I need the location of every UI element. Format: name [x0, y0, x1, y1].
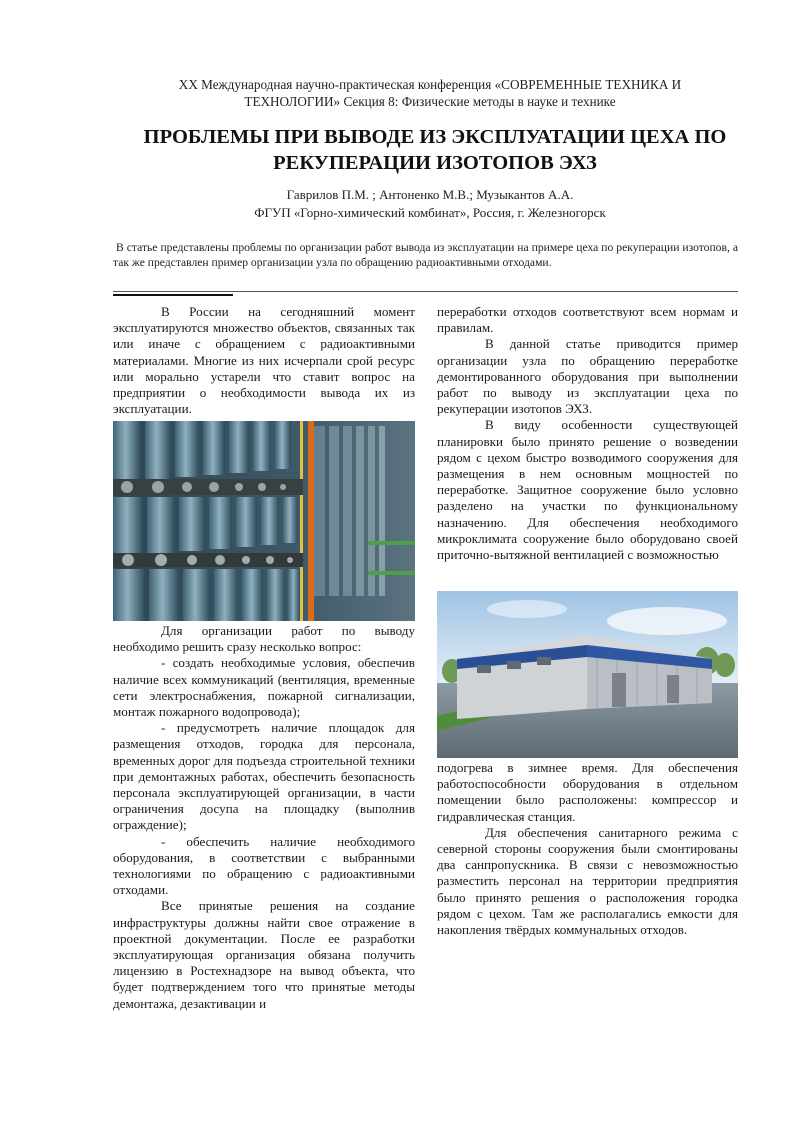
list-item: - создать необходимые условия, обеспечив наличие всех коммуникаций (вентиляция, временные сети электроснабжения, пожарной сигнализации, монтаж пожарного водопровода);: [113, 655, 415, 720]
left-column-text-bottom: [113, 623, 415, 1012]
paper-title-line-1: ПРОБЛЕМЫ ПРИ ВЫВОДЕ ИЗ ЭКСПЛУАТАЦИИ ЦЕХА ПО: [143, 126, 727, 148]
paper-title-line-2: РЕКУПЕРАЦИИ ИЗОТОПОВ ЭХЗ: [273, 152, 597, 174]
list-item: - обеспечить наличие необходимого оборудования, в соответствии с выбранными технологиями по обращению с радиоактивными отходами.: [113, 833, 415, 898]
left-column-text-top: [113, 304, 415, 420]
paragraph: Для организации работ по выводу необходимо решить сразу несколько вопрос:: [113, 623, 415, 655]
paragraph: В данной статье приводится пример организации узла по обращению переработке демонтированного оборудования при выполнении работ по выводу из эксплуатации цеха по рекуперации изотопов ЭХЗ.: [437, 336, 738, 417]
separator-rule-accent: [113, 294, 233, 296]
right-column-text-bottom: [437, 760, 738, 938]
authors: Гаврилов П.М. ; Антоненко М.В.; Музыкантов А.А.: [286, 187, 574, 202]
paragraph: подогрева в зимнее время. Для обеспечения работоспособности оборудования в отдельном помещении было расположены: компрессор и гидравлическая станция.: [437, 760, 738, 824]
paragraph: В России на сегодняшний момент эксплуатируются множество объектов, связанных так или иначе с обращением с радиоактивными материалами. Многие из них исчерпали срой ресурс или морально устарели что ставит вопрос на предприятии о необходимости вывода их из эксплуатации.: [113, 304, 415, 417]
conference-header-line-2: ТЕХНОЛОГИИ» Секция 8: Физические методы в науке и технике: [244, 94, 616, 109]
conference-header-line-1: XX Международная научно-практическая конференция «СОВРЕМЕННЫЕ ТЕХНИКА И: [178, 77, 682, 92]
paragraph: Все принятые решения на создание инфраструктуры должны найти свое отражение в проектной документации. После ее разработки эксплуатирующая организация обязана получить лицензию в Ростехнадзоре на вывод объекта, что будет подтверждением того что принятые методы демонтажа, дезактивации и: [113, 898, 415, 1011]
list-item: - предусмотреть наличие площадок для размещения отходов, городка для персонала, временных дорог для подъезда строительной техники при демонтажных работах, обеспечить безопасность персонала эксплуатирующей организации, в части ограничения досупа на площадку (выполнив ограждение);: [113, 720, 415, 833]
building-photo: [437, 591, 738, 758]
paragraph: переработки отходов соответствуют всем нормам и правилам.: [437, 304, 738, 336]
affiliation: ФГУП «Горно-химический комбинат», Россия, г. Железногорск: [254, 205, 606, 220]
paragraph: Для обеспечения санитарного режима с северной стороны сооружения были смонтированы два санпропускника. В связи с невозможностью разместить персонал на территории предприятия было принято решения о расположения городка рядом с цехом. Там же располагались емкости для накопления твёрдых коммунальных отходов.: [437, 824, 738, 938]
right-column-text-top: [437, 304, 738, 563]
equipment-photo-image: [113, 421, 415, 621]
abstract: [113, 241, 738, 270]
abstract-text: В статье представлены проблемы по организации работ вывода из эксплуатации на примере цеха по рекуперации изотопов, а так же представлен пример организации узла по обращению радиоактивными отходами.: [113, 241, 738, 269]
paragraph: В виду особенности существующей планировки было принято решение о возведении рядом с цехом быстро возводимого сооружения для размещения в нем основным мощностей по переработке. Защитное сооружение было условно разделено на участки по функциональному назначению. Для обеспечения необходимого микроклимата сооружение было оборудовано своей приточно-вытяжной вентилацией с возможностью: [437, 417, 738, 563]
equipment-photo: [113, 421, 415, 621]
building-photo-image: [437, 591, 738, 758]
separator-rule: [113, 291, 738, 292]
